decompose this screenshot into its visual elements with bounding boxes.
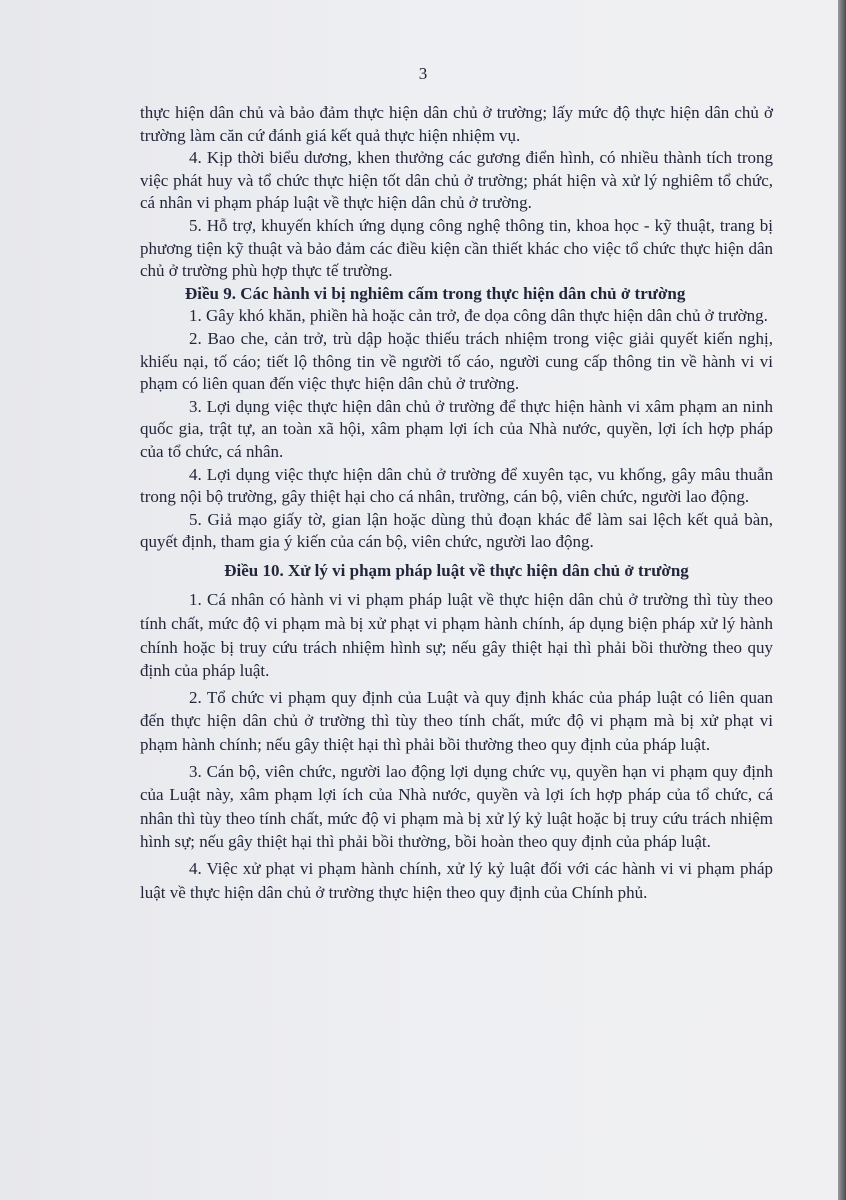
paragraph-article10-item2: 2. Tổ chức vi phạm quy định của Luật và quy định khác của pháp luật có liên quan đến thực hiện dân chủ ở trường thì tùy theo tính chất, mức độ vi phạm mà bị xử phạt vi phạm hành chính; nếu gây thiệt hại thì phải bồi thường theo quy định của pháp luật. xyxy=(140,687,773,755)
paragraph-article9-item5: 5. Giả mạo giấy tờ, gian lận hoặc dùng thủ đoạn khác để làm sai lệch kết quả bàn, quyết định, tham gia ý kiến của cán bộ, viên chức, người lao động. xyxy=(140,509,773,552)
paragraph-article9-item1: 1. Gây khó khăn, phiền hà hoặc cản trở, đe dọa công dân thực hiện dân chủ ở trường. xyxy=(189,306,768,326)
paragraph-article10-item3: 3. Cán bộ, viên chức, người lao động lợi dụng chức vụ, quyền hạn vi phạm quy định của Luật này, xâm phạm lợi ích của Nhà nước, quyền và lợi ích hợp pháp của tổ chức, cá nhân thì tùy theo tính chất, mức độ vi phạm mà bị xử lý kỷ luật hoặc bị truy cứu trách nhiệm hình sự; nếu gây thiệt hại thì phải bồi thường, bồi hoàn theo quy định của pháp luật. xyxy=(140,761,773,852)
paragraph-article9-item2: 2. Bao che, cản trở, trù dập hoặc thiếu trách nhiệm trong việc giải quyết kiến nghị, khiếu nại, tố cáo; tiết lộ thông tin về người tố cáo, người cung cấp thông tin về hành vi vi phạm có liên quan đến việc thực hiện dân chủ ở trường. xyxy=(140,328,773,394)
paragraph-article9-item4: 4. Lợi dụng việc thực hiện dân chủ ở trường để xuyên tạc, vu khống, gây mâu thuẫn trong nội bộ trường, gây thiệt hại cho cá nhân, trường, cán bộ, viên chức, người lao động. xyxy=(140,464,773,507)
paragraph-continued: thực hiện dân chủ và bảo đảm thực hiện dân chủ ở trường; lấy mức độ thực hiện dân chủ ở trường làm căn cứ đánh giá kết quả thực hiện nhiệm vụ. xyxy=(140,103,773,145)
paragraph-article9-item3: 3. Lợi dụng việc thực hiện dân chủ ở trường để thực hiện hành vi xâm phạm an ninh quốc gia, trật tự, an toàn xã hội, xâm phạm lợi ích của Nhà nước, quyền, lợi ích hợp pháp của tổ chức, cá nhân. xyxy=(140,396,773,461)
paragraph-article10-item1: 1. Cá nhân có hành vi vi phạm pháp luật về thực hiện dân chủ ở trường thì tùy theo tính chất, mức độ vi phạm mà bị xử phạt vi phạm hành chính, áp dụng biện pháp xử lý hành chính hoặc bị truy cứu trách nhiệm hình sự; nếu gây thiệt hại thì phải bồi thường theo quy định của pháp luật. xyxy=(140,590,773,681)
page-number: 3 xyxy=(418,64,428,83)
page-edge-shadow xyxy=(838,0,846,1200)
paragraph-article8-item4: 4. Kịp thời biểu dương, khen thưởng các gương điển hình, có nhiều thành tích trong việc phát huy và tổ chức thực hiện tốt dân chủ ở trường; phát hiện và xử lý nghiêm tổ chức, cá nhân vi phạm pháp luật về thực hiện dân chủ ở trường. xyxy=(140,148,773,213)
article-9-heading: Điều 9. Các hành vi bị nghiêm cấm trong thực hiện dân chủ ở trường xyxy=(185,283,686,303)
paragraph-article10-item4: 4. Việc xử phạt vi phạm hành chính, xử lý kỷ luật đối với các hành vi vi phạm pháp luật về thực hiện dân chủ ở trường thực hiện theo quy định của Chính phủ. xyxy=(140,859,773,902)
document-body xyxy=(140,102,773,904)
article-10-heading: Điều 10. Xử lý vi phạm pháp luật về thực hiện dân chủ ở trường xyxy=(224,560,689,580)
paragraph-article8-item5: 5. Hỗ trợ, khuyến khích ứng dụng công nghệ thông tin, khoa học - kỹ thuật, trang bị phương tiện kỹ thuật và bảo đảm các điều kiện cần thiết khác cho việc tổ chức thực hiện dân chủ ở trường phù hợp thực tế trường. xyxy=(140,215,773,281)
